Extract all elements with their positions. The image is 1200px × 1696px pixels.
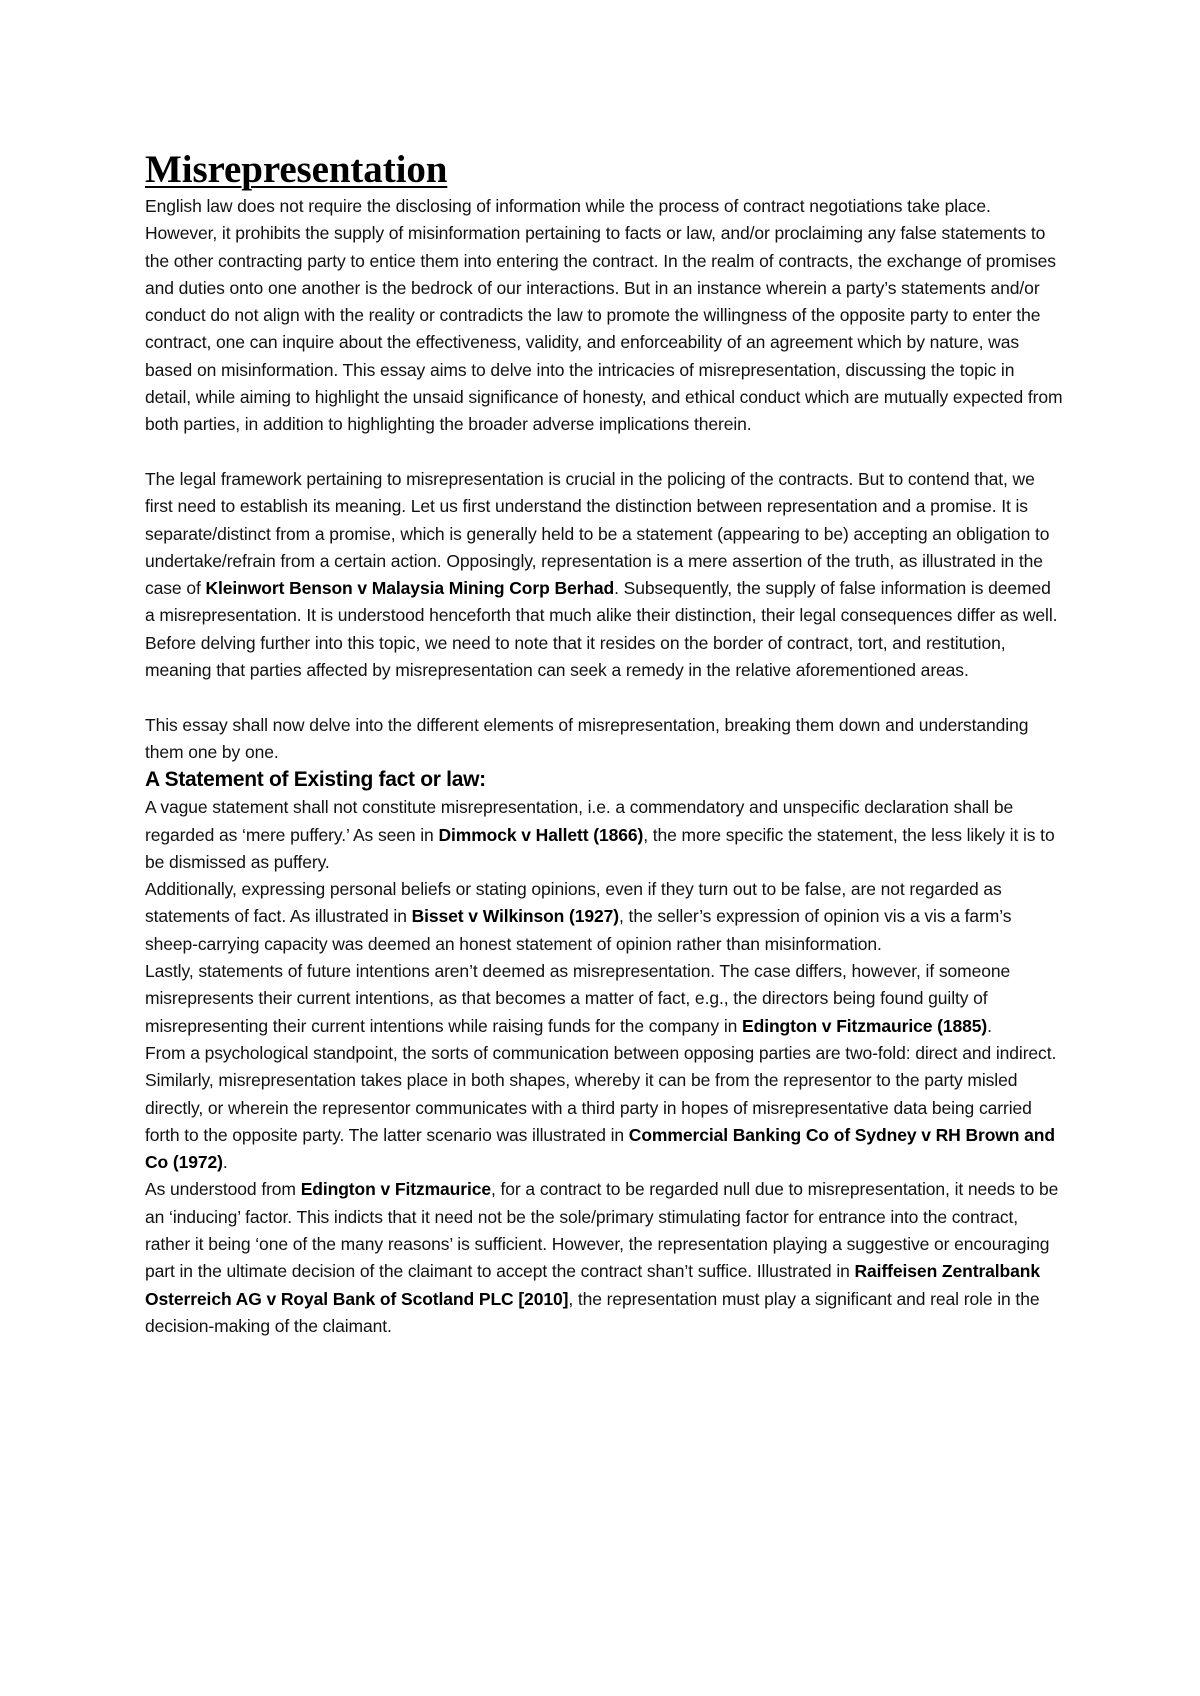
communication-paragraph xyxy=(145,1040,1065,1176)
document-title: Misrepresentation xyxy=(145,148,448,191)
document-page xyxy=(145,147,1065,1340)
inducement-paragraph xyxy=(145,1176,1065,1340)
puffery-text-a: A vague statement shall not constitute misrepresentation, i.e. a commendatory and unspecific declaration shall be regarded as ‘mere puffery.’ As seen in xyxy=(145,797,1014,845)
elements-intro-paragraph: This essay shall now delve into the different elements of misrepresentation, breaking them down and understanding them one by one. xyxy=(145,714,1029,762)
case-name-bisset: Bisset v Wilkinson (1927) xyxy=(411,906,620,927)
puffery-paragraph xyxy=(145,794,1065,876)
framework-paragraph xyxy=(145,466,1065,684)
framework-text-b: . Subsequently, the supply of false information is deemed a misrepresentation. It is understood henceforth that much alike their distinction, their legal consequences differ as well. Before delving further into this topic, we need to note that it resides on the border of contract, tort, and restitution, meaning that parties affected by misrepresentation can seek a remedy in the relative aforementioned areas. xyxy=(145,578,1058,681)
inducement-text-b: , for a contract to be regarded null due to misrepresentation, it needs to be an ‘inducing’ factor. This indicts that it need not be the sole/primary stimulating factor for entrance into the contract, rather it being ‘one of the many reasons’ is sufficient. However, the representation playing a suggestive or encouraging part in the ultimate decision of the claimant to accept the contract shan’t suffice. Illustrated in xyxy=(145,1179,1059,1282)
case-name-dimmock: Dimmock v Hallett (1866) xyxy=(438,824,644,845)
intro-paragraph: English law does not require the disclosing of information while the process of contract negotiations take place. However, it prohibits the supply of misinformation pertaining to facts or law, and/or proclaiming any false statements to the other contracting party to entice them into entering the contract. In the realm of contracts, the exchange of promises and duties onto one another is the bedrock of our interactions. But in an instance wherein a party’s statements and/or conduct do not align with the reality or contradicts the law to promote the willingness of the opposite party to enter the contract, one can inquire about the effectiveness, validity, and enforceability of an agreement which by nature, was based on misinformation. This essay aims to delve into the intricacies of misrepresentation, discussing the topic in detail, while aiming to highlight the unsaid significance of honesty, and ethical conduct which are mutually expected from both parties, in addition to highlighting the broader adverse implications therein. xyxy=(145,196,1063,435)
paragraph-spacer xyxy=(145,684,1065,711)
case-name-raiffeisen: Raiffeisen Zentralbank Osterreich AG v Royal Bank of Scotland PLC [2010] xyxy=(145,1261,1041,1309)
opinion-text-b: , the seller’s expression of opinion vis a vis a farm’s sheep-carrying capacity was deemed an honest statement of opinion rather than misinformation. xyxy=(145,906,1012,954)
paragraph-spacer xyxy=(145,439,1065,466)
intentions-text-a: Lastly, statements of future intentions aren’t deemed as misrepresentation. The case differs, however, if someone misrepresents their current intentions, as that becomes a matter of fact, e.g., the directors being found guilty of misrepresenting their current intentions while raising funds for the company in xyxy=(145,961,1011,1036)
communication-text-a: From a psychological standpoint, the sorts of communication between opposing parties are two-fold: direct and indirect. Similarly, misrepresentation takes place in both shapes, whereby it can be from the representor to the party misled directly, or wherein the representor communicates with a third party in hopes of misrepresentative data being carried forth to the opposite party. The latter scenario was illustrated in xyxy=(145,1042,1057,1145)
intentions-text-b: . xyxy=(987,1015,992,1036)
inducement-text-a: As understood from xyxy=(145,1179,301,1200)
puffery-text-b: , the more specific the statement, the less likely it is to be dismissed as puffery. xyxy=(145,824,1055,872)
case-name-commercial-banking: Commercial Banking Co of Sydney v RH Brown and Co (1972) xyxy=(145,1124,1055,1173)
case-name-edington: Edington v Fitzmaurice (1885) xyxy=(742,1015,988,1036)
communication-text-b: . xyxy=(222,1152,228,1173)
opinion-paragraph xyxy=(145,876,1065,958)
framework-text-a: The legal framework pertaining to misrepresentation is crucial in the policing of the contracts. But to contend that, we first need to establish its meaning. Let us first understand the distinction between representation and a promise. It is separate/distinct from a promise, which is generally held to be a statement (appearing to be) accepting an obligation to undertake/refrain from a certain action. Opposingly, representation is a mere assertion of the truth, as illustrated in the case of xyxy=(145,468,1050,599)
section-heading: A Statement of Existing fact or law: xyxy=(145,768,486,792)
opinion-text-a: Additionally, expressing personal beliefs or stating opinions, even if they turn out to be false, are not regarded as statements of fact. As illustrated in xyxy=(145,879,1002,927)
inducement-text-c: , the representation must play a significant and real role in the decision-making of the claimant. xyxy=(145,1288,1040,1336)
case-name-edington-short: Edington v Fitzmaurice xyxy=(300,1179,492,1200)
intentions-paragraph xyxy=(145,958,1065,1040)
case-name-kleinwort: Kleinwort Benson v Malaysia Mining Corp Berhad xyxy=(205,578,615,599)
